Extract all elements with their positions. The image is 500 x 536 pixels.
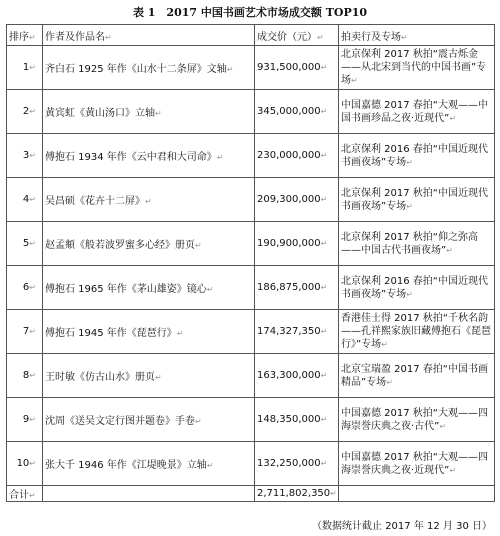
venue-cell: 北京保利 2016 春拍“中国近现代书画夜场”专场↵ [339, 266, 495, 310]
price-cell: 174,327,350↵ [255, 310, 339, 354]
total-label-cell: 合计↵ [7, 486, 43, 502]
price-cell: 186,875,000↵ [255, 266, 339, 310]
work-cell: 王时敏《仿古山水》册页↵ [43, 354, 255, 398]
price-cell: 132,250,000↵ [255, 442, 339, 486]
top10-table [6, 24, 495, 502]
header-row [7, 25, 495, 46]
venue-cell: 北京保利 2016 春拍“中国近现代书画夜场”专场↵ [339, 134, 495, 178]
rank-cell: 6↵ [7, 266, 43, 310]
venue-cell: 中国嘉德 2017 秋拍“大观——四海崇誉庆典之夜·古代”↵ [339, 398, 495, 442]
work-cell: 吴昌硕《花卉十二屏》↵ [43, 178, 255, 222]
venue-cell: 北京保利 2017 秋拍“中国近现代书画夜场”专场↵ [339, 178, 495, 222]
price-cell: 163,300,000↵ [255, 354, 339, 398]
table-row [7, 90, 495, 134]
work-cell: 齐白石 1925 年作《山水十二条屏》文轴↵ [43, 46, 255, 90]
price-cell: 345,000,000↵ [255, 90, 339, 134]
price-cell: 230,000,000↵ [255, 134, 339, 178]
total-price-cell: 2,711,802,350↵ [255, 486, 339, 502]
table-row [7, 134, 495, 178]
header-venue: 拍卖行及专场↵ [339, 25, 495, 46]
table-row [7, 222, 495, 266]
work-cell: 傅抱石 1965 年作《茅山雄姿》镜心↵ [43, 266, 255, 310]
table-row [7, 310, 495, 354]
rank-cell: 8↵ [7, 354, 43, 398]
work-cell: 赵孟頫《般若波罗蜜多心经》册页↵ [43, 222, 255, 266]
table-row [7, 266, 495, 310]
work-cell: 傅抱石 1934 年作《云中君和大司命》↵ [43, 134, 255, 178]
total-row [7, 486, 495, 502]
rank-cell: 2↵ [7, 90, 43, 134]
price-cell: 190,900,000↵ [255, 222, 339, 266]
table-row [7, 442, 495, 486]
rank-cell: 3↵ [7, 134, 43, 178]
header-work: 作者及作品名↵ [43, 25, 255, 46]
venue-cell: 中国嘉德 2017 秋拍“大观——四海崇誉庆典之夜·近现代”↵ [339, 442, 495, 486]
rank-cell: 4↵ [7, 178, 43, 222]
table-row [7, 398, 495, 442]
header-rank: 排序↵ [7, 25, 43, 46]
price-cell: 209,300,000↵ [255, 178, 339, 222]
venue-cell: 北京保利 2017 秋拍“震古烁金——从北宋到当代的中国书画”专场↵ [339, 46, 495, 90]
rank-cell: 7↵ [7, 310, 43, 354]
work-cell: 沈周《送吴文定行图并题卷》手卷↵ [43, 398, 255, 442]
venue-cell: 北京保利 2017 秋拍“仰之弥高——中国古代书画夜场”↵ [339, 222, 495, 266]
venue-cell: 北京宝瑞盈 2017 春拍“中国书画精品”专场↵ [339, 354, 495, 398]
table-title: 表 1 2017 中国书画艺术市场成交额 TOP10 [132, 6, 368, 19]
rank-cell: 1↵ [7, 46, 43, 90]
table-row [7, 354, 495, 398]
venue-cell: 香港佳士得 2017 秋拍“千秋名韵——孔祥熙家族旧藏傅抱石《琵琶行》”专场↵ [339, 310, 495, 354]
data-note: （数据统计截止 2017 年 12 月 30 日） [312, 521, 492, 532]
rank-cell: 5↵ [7, 222, 43, 266]
work-cell: 黄宾虹《黄山汤口》立轴↵ [43, 90, 255, 134]
table-row [7, 46, 495, 90]
work-cell: 张大千 1946 年作《江堤晚景》立轴↵ [43, 442, 255, 486]
header-price: 成交价（元）↵ [255, 25, 339, 46]
total-empty-cell [339, 486, 495, 502]
total-empty-cell [43, 486, 255, 502]
work-cell: 傅抱石 1945 年作《琵琶行》↵ [43, 310, 255, 354]
price-cell: 148,350,000↵ [255, 398, 339, 442]
rank-cell: 9↵ [7, 398, 43, 442]
table-row [7, 178, 495, 222]
rank-cell: 10↵ [7, 442, 43, 486]
venue-cell: 中国嘉德 2017 春拍“大观——中国书画珍品之夜·近现代”↵ [339, 90, 495, 134]
price-cell: 931,500,000↵ [255, 46, 339, 90]
